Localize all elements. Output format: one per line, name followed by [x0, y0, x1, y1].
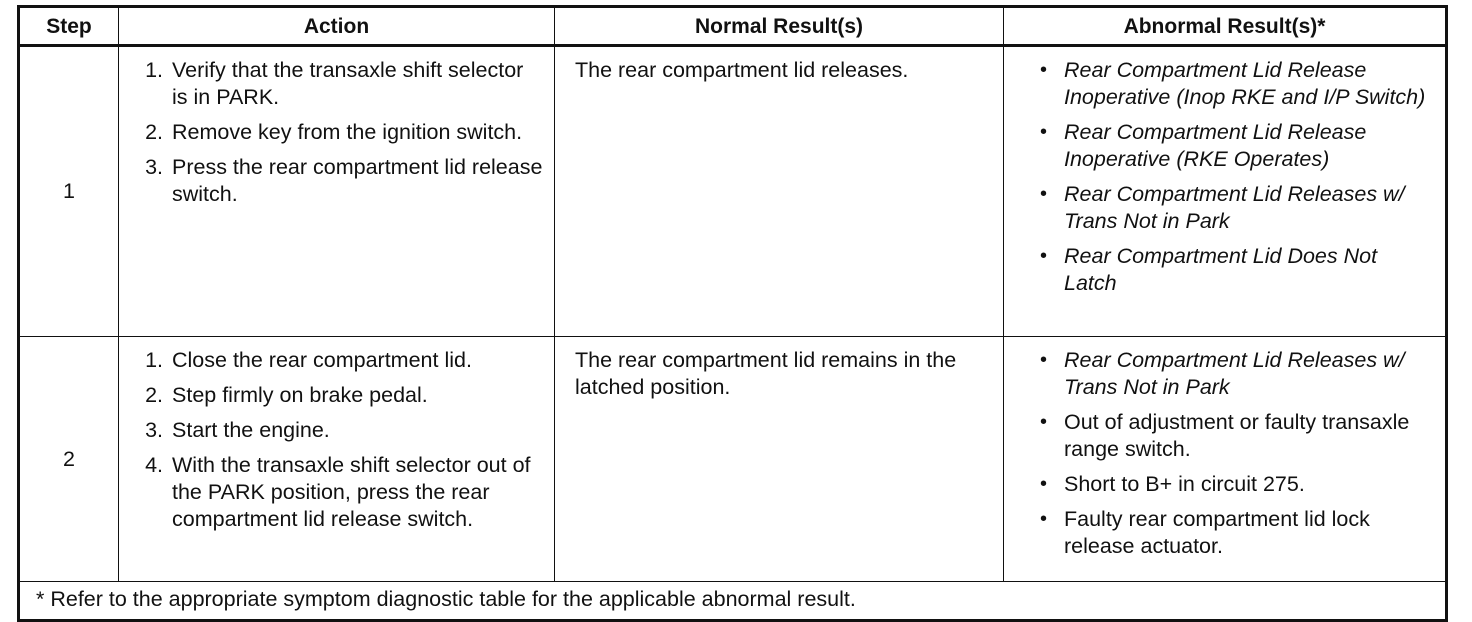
footnote-row: [19, 582, 1447, 621]
normal-result: The rear compartment lid remains in the latched position.: [555, 337, 1004, 582]
action-item: [129, 57, 544, 111]
abnormal-text: Rear Compartment Lid Releases w/ Trans Not in Park: [1064, 348, 1405, 399]
action-text: Step firmly on brake pedal.: [172, 383, 428, 407]
abnormal-results-cell: [1004, 46, 1447, 337]
action-text: Remove key from the ignition switch.: [172, 120, 523, 144]
table-row: [19, 337, 1447, 582]
abnormal-list: [1014, 57, 1435, 297]
abnormal-item: [1014, 57, 1435, 111]
abnormal-item: [1014, 471, 1435, 498]
action-number: 1.: [145, 58, 163, 82]
action-text: Press the rear compartment lid release switch.: [172, 155, 543, 206]
header-step: Step: [19, 7, 119, 46]
abnormal-item: [1014, 243, 1435, 297]
abnormal-text: Rear Compartment Lid Release Inoperative (RKE Operates): [1064, 120, 1367, 171]
action-number: 3.: [145, 418, 163, 442]
header-normal-results: Normal Result(s): [555, 7, 1004, 46]
abnormal-item: [1014, 181, 1435, 235]
step-number: 2: [19, 337, 119, 582]
bullet-icon: •: [1040, 59, 1048, 81]
action-cell: [119, 46, 555, 337]
abnormal-text: Rear Compartment Lid Releases w/ Trans Not in Park: [1064, 182, 1405, 233]
action-text: Start the engine.: [172, 418, 330, 442]
abnormal-list: [1014, 347, 1435, 560]
action-number: 4.: [145, 453, 163, 477]
action-number: 2.: [145, 120, 163, 144]
bullet-icon: •: [1040, 121, 1048, 143]
bullet-icon: •: [1040, 349, 1048, 371]
abnormal-text: Rear Compartment Lid Does Not Latch: [1064, 244, 1378, 295]
abnormal-item: [1014, 119, 1435, 173]
action-number: 1.: [145, 348, 163, 372]
bullet-icon: •: [1040, 411, 1048, 433]
action-item: [129, 417, 544, 444]
action-item: [129, 347, 544, 374]
abnormal-text: Short to B+ in circuit 275.: [1064, 472, 1305, 496]
action-text: Verify that the transaxle shift selector is in PARK.: [172, 58, 524, 109]
abnormal-text: Rear Compartment Lid Release Inoperative (Inop RKE and I/P Switch): [1064, 58, 1426, 109]
header-action: Action: [119, 7, 555, 46]
action-number: 2.: [145, 383, 163, 407]
normal-result: The rear compartment lid releases.: [555, 46, 1004, 337]
bullet-icon: •: [1040, 508, 1048, 530]
abnormal-text: Out of adjustment or faulty transaxle range switch.: [1064, 410, 1410, 461]
action-text: Close the rear compartment lid.: [172, 348, 472, 372]
abnormal-item: [1014, 506, 1435, 560]
header-row: [19, 7, 1447, 46]
action-cell: [119, 337, 555, 582]
action-list: [129, 57, 544, 208]
table-row: [19, 46, 1447, 337]
action-item: [129, 382, 544, 409]
action-number: 3.: [145, 155, 163, 179]
bullet-icon: •: [1040, 245, 1048, 267]
bullet-icon: •: [1040, 183, 1048, 205]
abnormal-results-cell: [1004, 337, 1447, 582]
step-number: 1: [19, 46, 119, 337]
abnormal-item: [1014, 347, 1435, 401]
header-abnormal-results: Abnormal Result(s)*: [1004, 7, 1447, 46]
action-item: [129, 154, 544, 208]
action-list: [129, 347, 544, 533]
action-item: [129, 452, 544, 533]
action-text: With the transaxle shift selector out of the PARK position, press the rear compartment lid release switch.: [172, 453, 531, 531]
bullet-icon: •: [1040, 473, 1048, 495]
footnote: * Refer to the appropriate symptom diagnostic table for the applicable abnormal result.: [19, 582, 1447, 621]
abnormal-item: [1014, 409, 1435, 463]
abnormal-text: Faulty rear compartment lid lock release actuator.: [1064, 507, 1370, 558]
action-item: [129, 119, 544, 146]
diagnostic-table: [17, 5, 1448, 622]
